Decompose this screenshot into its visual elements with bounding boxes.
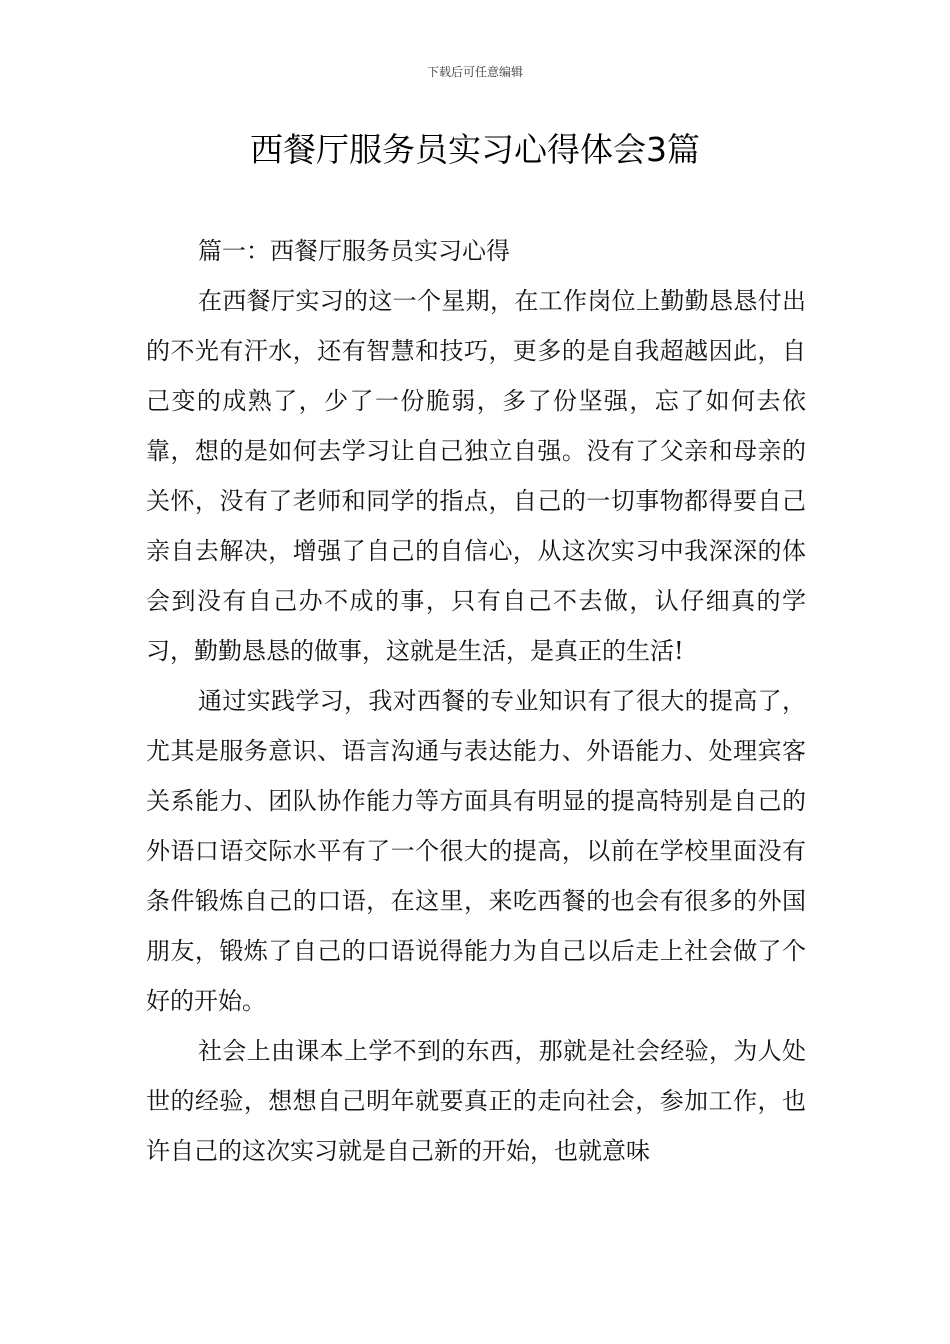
paragraph-3: 社会上由课本上学不到的东西，那就是社会经验，为人处世的经验，想想自己明年就要真正的走向社会，参加工作，也许自己的这次实习就是自己新的开始，也就意味 bbox=[146, 1037, 806, 1165]
paragraph-2: 通过实践学习，我对西餐的专业知识有了很大的提高了，尤其是服务意识、语言沟通与表达能力、外语能力、处理宾客关系能力、团队协作能力等方面具有明显的提高特别是自己的外语口语交际水平有了一个很大的提高，以前在学校里面没有条件锻炼自己的口语，在这里，来吃西餐的也会有很多的外国朋友，锻炼了自己的口语说得能力为自己以后走上社会做了个好的开始。 bbox=[146, 687, 806, 1015]
document-title: 西餐厅服务员实习心得体会3篇 bbox=[250, 130, 700, 169]
document-body bbox=[146, 226, 806, 1176]
header-note: 下载后可任意编辑 bbox=[426, 65, 523, 79]
section-heading: 篇一：西餐厅服务员实习心得 bbox=[198, 237, 510, 265]
paragraph-1: 在西餐厅实习的这一个星期，在工作岗位上勤勤恳恳付出的不光有汗水，还有智慧和技巧，更多的是自我超越因此，自己变的成熟了，少了一份脆弱，多了份坚强，忘了如何去依靠，想的是如何去学习让自己独立自强。没有了父亲和母亲的关怀，没有了老师和同学的指点，自己的一切事物都得要自己亲自去解决，增强了自己的自信心，从这次实习中我深深的体会到没有自己办不成的事，只有自己不去做，认仔细真的学习，勤勤恳恳的做事，这就是生活，是真正的生活! bbox=[146, 287, 806, 665]
